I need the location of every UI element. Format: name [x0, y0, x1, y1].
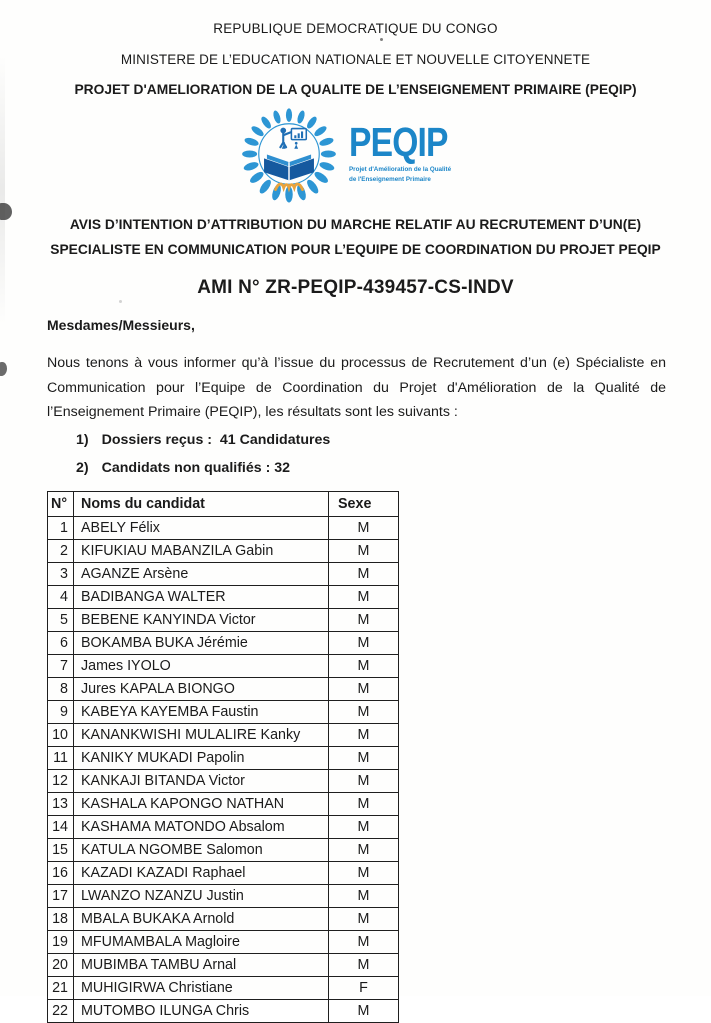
table-row: [48, 884, 399, 907]
cell-candidate-name: AGANZE Arsène: [74, 562, 329, 585]
cell-sex: M: [329, 539, 399, 562]
scan-artifact: [119, 300, 122, 303]
candidates-table-body: [48, 516, 399, 1022]
header-country-line: REPUBLIQUE DEMOCRATIQUE DU CONGO: [213, 21, 498, 36]
ami-reference: AMI N° ZR-PEQIP-439457-CS-INDV: [197, 277, 514, 298]
cell-candidate-name: MUTOMBO ILUNGA Chris: [74, 999, 329, 1022]
candidates-table: [47, 491, 399, 1023]
cell-number: 21: [48, 976, 74, 999]
cell-sex: M: [329, 608, 399, 631]
cell-candidate-name: KANIKY MUKADI Papolin: [74, 746, 329, 769]
logo-subtitle-line2: de l'Enseignement Primaire: [349, 175, 432, 183]
col-header-number: N°: [48, 491, 74, 516]
cell-sex: M: [329, 769, 399, 792]
cell-candidate-name: James IYOLO: [74, 654, 329, 677]
logo-subtitle: [349, 165, 451, 184]
cell-number: 15: [48, 838, 74, 861]
cell-number: 10: [48, 723, 74, 746]
scan-artifact: [0, 55, 5, 325]
teacher-and-board-icon: [281, 128, 307, 149]
table-row: [48, 953, 399, 976]
table-row: [48, 746, 399, 769]
cell-number: 20: [48, 953, 74, 976]
cell-sex: M: [329, 792, 399, 815]
table-row: [48, 677, 399, 700]
result-item-number: 2): [76, 460, 89, 476]
cell-candidate-name: LWANZO NZANZU Justin: [74, 884, 329, 907]
table-row: [48, 838, 399, 861]
cell-candidate-name: KASHAMA MATONDO Absalom: [74, 815, 329, 838]
table-row: [48, 792, 399, 815]
cell-candidate-name: KAZADI KAZADI Raphael: [74, 861, 329, 884]
cell-candidate-name: KABEYA KAYEMBA Faustin: [74, 700, 329, 723]
cell-sex: M: [329, 585, 399, 608]
cell-number: 12: [48, 769, 74, 792]
header-project-line: PROJET D'AMELIORATION DE LA QUALITE DE L’ENSEIGNEMENT PRIMAIRE (PEQIP): [74, 82, 637, 97]
cell-sex: M: [329, 654, 399, 677]
table-row: [48, 976, 399, 999]
cell-sex: F: [329, 976, 399, 999]
cell-sex: M: [329, 838, 399, 861]
logo-subtitle-line1: Projet d'Amélioration de la Qualité: [349, 166, 452, 174]
cell-candidate-name: MUBIMBA TAMBU Arnal: [74, 953, 329, 976]
cell-number: 8: [48, 677, 74, 700]
cell-candidate-name: KIFUKIAU MABANZILA Gabin: [74, 539, 329, 562]
cell-sex: M: [329, 930, 399, 953]
cell-number: 18: [48, 907, 74, 930]
table-row: [48, 585, 399, 608]
cell-candidate-name: BOKAMBA BUKA Jérémie: [74, 631, 329, 654]
logo-acronym: PEQIP: [349, 118, 448, 165]
cell-sex: M: [329, 907, 399, 930]
cell-candidate-name: KATULA NGOMBE Salomon: [74, 838, 329, 861]
result-item-non-qualifies: [76, 460, 711, 477]
cell-sex: M: [329, 700, 399, 723]
table-row: [48, 539, 399, 562]
cell-candidate-name: BEBENE KANYINDA Victor: [74, 608, 329, 631]
cell-candidate-name: Jures KAPALA BIONGO: [74, 677, 329, 700]
table-row: [48, 861, 399, 884]
cell-sex: M: [329, 723, 399, 746]
table-row: [48, 723, 399, 746]
cell-number: 4: [48, 585, 74, 608]
cell-sex: M: [329, 884, 399, 907]
scan-artifact: [380, 38, 383, 41]
salutation: Mesdames/Messieurs,: [47, 317, 195, 333]
cell-candidate-name: KASHALA KAPONGO NATHAN: [74, 792, 329, 815]
cell-sex: M: [329, 631, 399, 654]
notice-title: [0, 212, 711, 262]
table-header-row: [48, 491, 399, 516]
cell-number: 11: [48, 746, 74, 769]
cell-candidate-name: ABELY Félix: [74, 516, 329, 539]
cell-number: 5: [48, 608, 74, 631]
cell-sex: M: [329, 562, 399, 585]
cell-number: 22: [48, 999, 74, 1022]
table-row: [48, 631, 399, 654]
header-ministry-line: MINISTERE DE L’EDUCATION NATIONALE ET NOUVELLE CITOYENNETE: [120, 52, 591, 67]
table-row: [48, 700, 399, 723]
cell-sex: M: [329, 815, 399, 838]
cell-sex: M: [329, 677, 399, 700]
cell-number: 1: [48, 516, 74, 539]
open-book-icon: [264, 154, 314, 180]
col-header-name: Noms du candidat: [74, 491, 329, 516]
cell-candidate-name: MBALA BUKAKA Arnold: [74, 907, 329, 930]
table-row: [48, 999, 399, 1022]
col-header-sex: Sexe: [329, 491, 399, 516]
result-item-text: Dossiers reçus : 41 Candidatures: [101, 431, 331, 448]
cell-sex: M: [329, 516, 399, 539]
cell-candidate-name: MUHIGIRWA Christiane: [74, 976, 329, 999]
cell-sex: M: [329, 999, 399, 1022]
cell-sex: M: [329, 953, 399, 976]
cell-candidate-name: BADIBANGA WALTER: [74, 585, 329, 608]
notice-title-line1: AVIS D’INTENTION D’ATTRIBUTION DU MARCHE RELATIF AU RECRUTEMENT D’UN(E): [69, 217, 642, 232]
cell-candidate-name: KANKAJI BITANDA Victor: [74, 769, 329, 792]
cell-candidate-name: MFUMAMBALA Magloire: [74, 930, 329, 953]
cell-number: 7: [48, 654, 74, 677]
cell-number: 17: [48, 884, 74, 907]
result-item-dossiers: [76, 432, 711, 449]
cell-number: 2: [48, 539, 74, 562]
table-row: [48, 815, 399, 838]
notice-title-line2: SPECIALISTE EN COMMUNICATION POUR L’EQUIPE DE COORDINATION DU PROJET PEQIP: [50, 242, 661, 257]
cell-number: 6: [48, 631, 74, 654]
scan-artifact: [0, 362, 7, 376]
logo-text-block: [349, 118, 469, 185]
peqip-logo: [0, 104, 711, 204]
cell-number: 14: [48, 815, 74, 838]
cell-number: 13: [48, 792, 74, 815]
table-row: [48, 769, 399, 792]
table-row: [48, 562, 399, 585]
body-paragraph: Nous tenons à vous informer qu’à l’issue du processus de Recrutement d’un (e) Spécialiste en Communication pour l’Equipe de Coordination du Projet d'Amélioration de la Qualité de l’Enseignement Primaire (PEQIP), les résultats sont les suivants :: [47, 355, 666, 420]
cell-sex: M: [329, 746, 399, 769]
cell-number: 19: [48, 930, 74, 953]
cell-candidate-name: KANANKWISHI MULALIRE Kanky: [74, 723, 329, 746]
table-row: [48, 516, 399, 539]
result-item-text: Candidats non qualifiés : 32: [101, 460, 291, 476]
table-row: [48, 907, 399, 930]
table-row: [48, 930, 399, 953]
cell-number: 3: [48, 562, 74, 585]
cell-number: 16: [48, 861, 74, 884]
result-item-number: 1): [76, 431, 89, 448]
peqip-emblem-icon: [241, 106, 337, 202]
table-row: [48, 654, 399, 677]
cell-number: 9: [48, 700, 74, 723]
cell-sex: M: [329, 861, 399, 884]
table-row: [48, 608, 399, 631]
